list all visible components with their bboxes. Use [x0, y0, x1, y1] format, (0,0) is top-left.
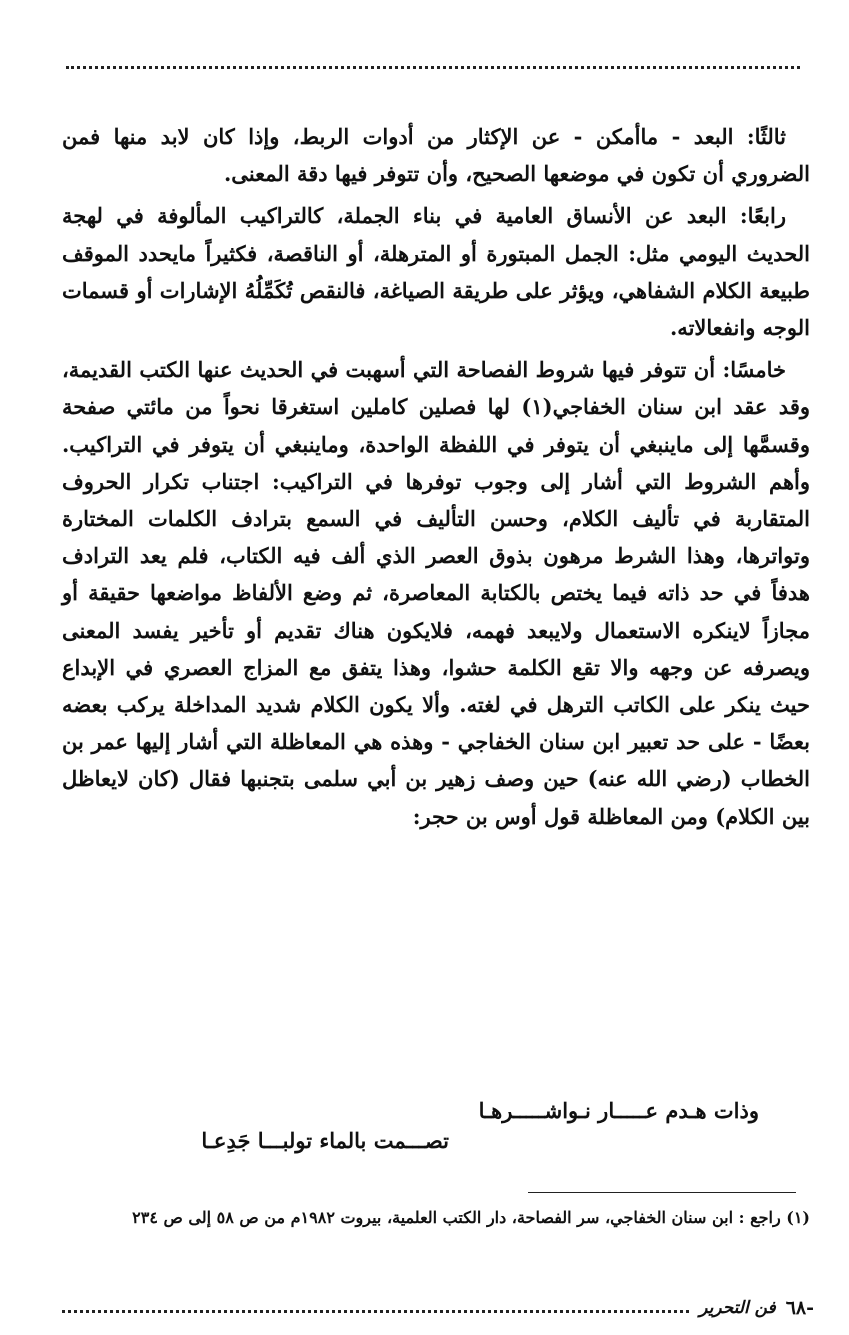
verse-line-2: تصـــمت بالماء تولبـــا جَدِعـا [201, 1128, 449, 1153]
running-title: فن التحرير [699, 1298, 776, 1318]
paragraph-lead: ثالثًا: [746, 124, 786, 149]
header-rule [66, 66, 800, 69]
footnote: (١) راجع : ابن سنان الخفاجي، سر الفصاحة، دار الكتب العلمية، بيروت ١٩٨٢م من ص ٥٨ إلى ص ٢٣٤ [132, 1208, 810, 1227]
paragraph-text: أن تتوفر فيها شروط الفصاحة التي أسهبت في الحديث عنها الكتب القديمة، وقد عقد ابن سنان الخفاجي(١) لها فصلين كاملين استغرقا نحواً من مائتي صفحة وقسمَّها إلى ماينبغي أن يتوفر في اللفظة الواحدة، وماينبغي أن يتوفر في التراكيب. وأهم الشروط التي أشار إلى وجوب توفرها في التراكيب: اجتناب تكرار الحروف المتقاربة في تأليف الكلام، وحسن التأليف في السمع بترادف الكلمات المختارة وتواترها، وهذا الشرط مرهون بذوق العصر الذي ألف فيه الكتاب، فلم يعد الترادف هدفاً في حد ذاته فيما يختص بالكتابة المعاصرة، ثم وضع الألفاظ مواضعها حقيقة أو مجازاً لاينكره الاستعمال ولايبعد فهمه، فلايكون هناك تقديم أو تأخير يفسد المعنى ويصرفه عن وجهه والا تقع الكلمة حشوا، وهذا يتفق مع المزاج العصري في الإبداع حيث ينكر على الكاتب الترهل في لغته. وألا يكون الكلام شديد المداخلة يركب بعضه بعضًا - على حد تعبير ابن سنان الخفاجي - وهذه هي المعاظلة التي أشار إليها عمر بن الخطاب (رضي الله عنه) حين وصف زهير بن أبي سلمى بتجنبها فقال (كان لايعاظل بين الكلام) ومن المعاظلة قول أوس بن حجر: [62, 357, 810, 829]
paragraph-fifth [62, 351, 810, 835]
paragraph-third [62, 118, 810, 192]
verse-line-1: وذات هـدم عـــــار نـواشـــــرهـا [478, 1098, 759, 1123]
paragraph-text: البعد عن الأنساق العامية في بناء الجملة، كالتراكيب المألوفة في لهجة الحديث اليومي مثل: الجمل المبتورة أو المترهلة، أو الناقصة، فكثيراً مايحدد الموقف طبيعة الكلام الشفاهي، ويؤثر على طريقة الصياغة، فالنقص تُكَمِّلُهُ الإشارات أو قسمات الوجه وانفعالاته. [62, 203, 810, 341]
page-number: -٦٨ [785, 1297, 814, 1319]
paragraph-fourth [62, 197, 810, 346]
page-footer [62, 1296, 814, 1320]
footer-rule [62, 1310, 689, 1313]
paragraph-text: البعد - ماأمكن - عن الإكثار من أدوات الربط، وإذا كان لابد منها فمن الضروري أن تكون في موضعها الصحيح، وأن تتوفر فيها دقة المعنى. [62, 124, 810, 187]
paragraph-lead: رابعًا: [739, 203, 786, 229]
paragraph-lead: خامسًا: [722, 357, 786, 383]
footnote-separator [528, 1192, 796, 1193]
body-text [62, 118, 810, 840]
